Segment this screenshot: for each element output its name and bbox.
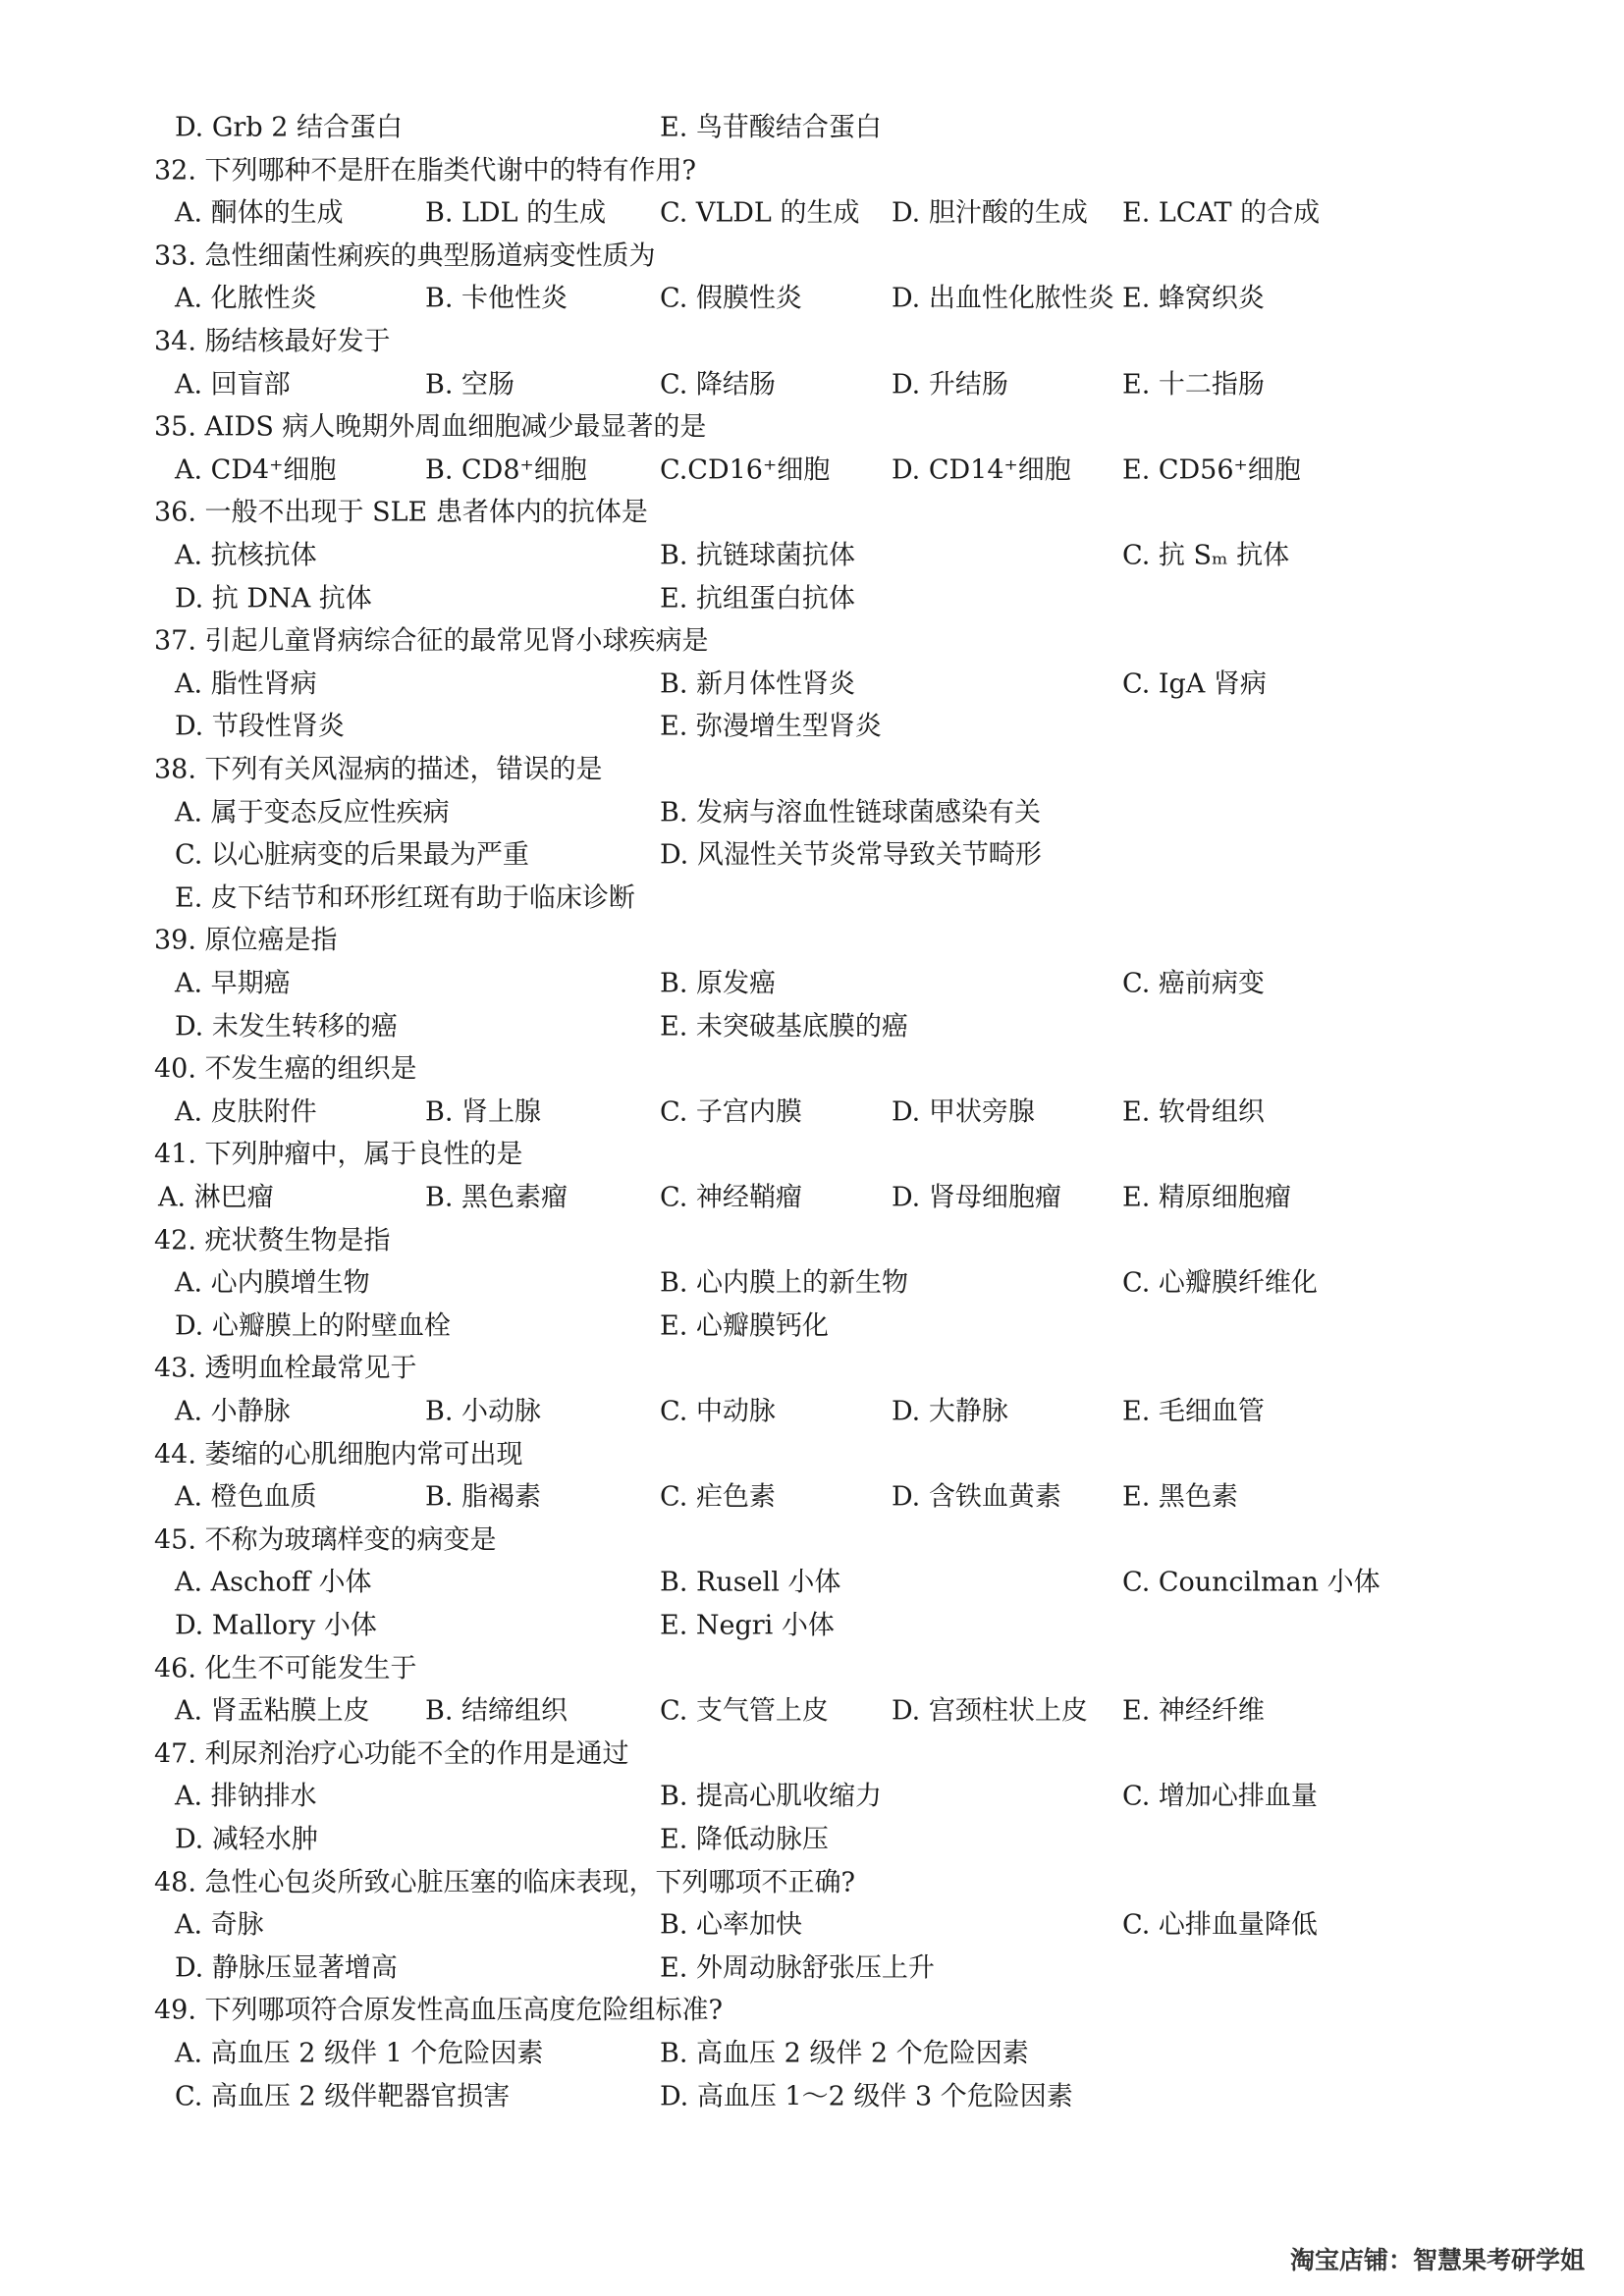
option-text: D. Mallory 小体 [175, 1610, 377, 1641]
question-line [0, 1047, 1624, 1091]
option-text: B. 新月体性肾炎 [660, 668, 856, 700]
option-text: C. 支气管上皮 [660, 1695, 829, 1727]
question-text: 37. 引起儿童肾病综合征的最常见肾小球疾病是 [154, 625, 709, 657]
options-line [0, 877, 1624, 920]
option-text: B. CD8⁺细胞 [425, 454, 587, 486]
option-text: D. 减轻水肿 [175, 1824, 318, 1855]
options-line [0, 1776, 1624, 1819]
option-text: B. 黑色素瘤 [425, 1182, 568, 1213]
option-text: E. 黑色素 [1122, 1481, 1238, 1513]
option-text: B. 空肠 [425, 369, 515, 400]
question-line [0, 920, 1624, 963]
question-line [0, 619, 1624, 663]
option-text: E. 外周动脉舒张压上升 [660, 1952, 935, 1984]
options-line [0, 1689, 1624, 1733]
option-text: D. Grb 2 结合蛋白 [175, 112, 403, 143]
option-text: D. 出血性化脓性炎 [892, 283, 1114, 314]
option-text: E. 弥漫增生型肾炎 [660, 711, 882, 742]
options-line [0, 1604, 1624, 1647]
option-text: A. 奇脉 [175, 1909, 264, 1941]
option-text: D. 未发生转移的癌 [175, 1011, 398, 1042]
question-text: 44. 萎缩的心肌细胞内常可出现 [154, 1439, 523, 1470]
option-text: E. LCAT 的合成 [1122, 197, 1321, 229]
option-text: E. 心瓣膜钙化 [660, 1310, 829, 1342]
option-text: E. Negri 小体 [660, 1610, 835, 1641]
options-line [0, 962, 1624, 1005]
question-line [0, 1733, 1624, 1776]
question-text: 33. 急性细菌性痢疾的典型肠道病变性质为 [154, 240, 656, 272]
question-text: 43. 透明血栓最常见于 [154, 1353, 417, 1384]
options-line [0, 791, 1624, 834]
options-line [0, 1261, 1624, 1305]
options-line [0, 577, 1624, 620]
option-text: C. 癌前病变 [1122, 968, 1265, 999]
option-text: D. 胆汁酸的生成 [892, 197, 1088, 229]
question-line [0, 1861, 1624, 1904]
options-line [0, 534, 1624, 577]
question-text: 46. 化生不可能发生于 [154, 1653, 417, 1684]
option-text: A. 皮肤附件 [175, 1096, 317, 1128]
option-text: A. 脂性肾病 [175, 668, 317, 700]
option-text: D. 静脉压显著增高 [175, 1952, 398, 1984]
option-text: C. 抗 Sₘ 抗体 [1122, 540, 1290, 571]
option-text: C. 增加心排血量 [1122, 1781, 1318, 1812]
option-text: E. 精原细胞瘤 [1122, 1182, 1291, 1213]
question-line [0, 320, 1624, 363]
option-text: E. 鸟苷酸结合蛋白 [660, 112, 882, 143]
option-text: B. 高血压 2 级伴 2 个危险因素 [660, 2038, 1029, 2069]
option-text: C. VLDL 的生成 [660, 197, 860, 229]
option-text: A. 酮体的生成 [175, 197, 344, 229]
question-line [0, 1647, 1624, 1690]
options-line [0, 2032, 1624, 2075]
option-text: A. 抗核抗体 [175, 540, 317, 571]
question-text: 45. 不称为玻璃样变的病变是 [154, 1524, 497, 1556]
option-text: A. 早期癌 [175, 968, 291, 999]
option-text: E. 软骨组织 [1122, 1096, 1265, 1128]
question-text: 48. 急性心包炎所致心脏压塞的临床表现，下列哪项不正确? [154, 1867, 855, 1898]
option-text: D. 肾母细胞瘤 [892, 1182, 1061, 1213]
options-line [0, 278, 1624, 321]
option-text: D. 抗 DNA 抗体 [175, 583, 372, 614]
option-text: E. CD56⁺细胞 [1122, 454, 1301, 486]
option-text: E. 毛细血管 [1122, 1396, 1265, 1427]
option-text: E. 神经纤维 [1122, 1695, 1265, 1727]
question-text: 40. 不发生癌的组织是 [154, 1053, 417, 1085]
option-text: A. 属于变态反应性疾病 [175, 797, 450, 828]
option-text: C.CD16⁺细胞 [660, 454, 831, 486]
question-text: 41. 下列肿瘤中，属于良性的是 [154, 1139, 523, 1170]
option-text: A. CD4⁺细胞 [175, 454, 337, 486]
option-text: B. 发病与溶血性链球菌感染有关 [660, 797, 1042, 828]
option-text: C. Councilman 小体 [1122, 1567, 1380, 1598]
option-text: E. 抗组蛋白抗体 [660, 583, 855, 614]
option-text: D. 节段性肾炎 [175, 711, 345, 742]
option-text: D. 心瓣膜上的附壁血栓 [175, 1310, 451, 1342]
question-line [0, 149, 1624, 192]
question-text: 32. 下列哪种不是肝在脂类代谢中的特有作用? [154, 155, 696, 187]
options-line [0, 1176, 1624, 1219]
option-text: E. 蜂窝织炎 [1122, 283, 1265, 314]
question-text: 36. 一般不出现于 SLE 患者体内的抗体是 [154, 497, 648, 528]
option-text: B. 肾上腺 [425, 1096, 542, 1128]
option-text: D. 大静脉 [892, 1396, 1008, 1427]
option-text: D. CD14⁺细胞 [892, 454, 1071, 486]
option-text: B. 提高心肌收缩力 [660, 1781, 883, 1812]
question-line [0, 492, 1624, 535]
question-text: 38. 下列有关风湿病的描述，错误的是 [154, 754, 603, 785]
option-text: B. 心内膜上的新生物 [660, 1267, 909, 1299]
option-text: A. 排钠排水 [175, 1781, 317, 1812]
options-line [0, 191, 1624, 235]
options-line [0, 1305, 1624, 1348]
options-line [0, 449, 1624, 492]
question-line [0, 1348, 1624, 1391]
option-text: C. 心瓣膜纤维化 [1122, 1267, 1318, 1299]
option-text: A. Aschoff 小体 [175, 1567, 372, 1598]
options-line [0, 1947, 1624, 1990]
question-line [0, 1134, 1624, 1177]
options-line [0, 106, 1624, 149]
options-line [0, 2075, 1624, 2118]
option-text: E. 降低动脉压 [660, 1824, 829, 1855]
option-text: B. 原发癌 [660, 968, 777, 999]
option-text: B. 脂褐素 [425, 1481, 542, 1513]
option-text: D. 升结肠 [892, 369, 1008, 400]
options-line [0, 1475, 1624, 1519]
option-text: B. Rusell 小体 [660, 1567, 841, 1598]
options-line [0, 363, 1624, 406]
options-line [0, 663, 1624, 706]
question-text: 39. 原位癌是指 [154, 925, 338, 956]
option-text: C. 疟色素 [660, 1481, 776, 1513]
option-text: B. 心率加快 [660, 1909, 803, 1941]
option-text: A. 心内膜增生物 [175, 1267, 370, 1299]
option-text: C. 以心脏病变的后果最为严重 [175, 839, 529, 871]
question-text: 49. 下列哪项符合原发性高血压高度危险组标准? [154, 1995, 723, 2026]
option-text: E. 十二指肠 [1122, 369, 1265, 400]
option-text: A. 小静脉 [175, 1396, 291, 1427]
option-text: C. 神经鞘瘤 [660, 1182, 802, 1213]
question-line [0, 1433, 1624, 1476]
option-text: A. 橙色血质 [175, 1481, 317, 1513]
options-line [0, 706, 1624, 749]
option-text: C. 假膜性炎 [660, 283, 802, 314]
option-text: B. 卡他性炎 [425, 283, 568, 314]
options-line [0, 1818, 1624, 1861]
option-text: E. 皮下结节和环形红斑有助于临床诊断 [175, 882, 635, 914]
options-line [0, 1903, 1624, 1947]
option-text: B. 结缔组织 [425, 1695, 568, 1727]
option-text: C. IgA 肾病 [1122, 668, 1267, 700]
option-text: C. 高血压 2 级伴靶器官损害 [175, 2081, 511, 2112]
option-text: C. 降结肠 [660, 369, 776, 400]
option-text: A. 回盲部 [175, 369, 291, 400]
option-text: D. 含铁血黄素 [892, 1481, 1061, 1513]
question-line [0, 405, 1624, 449]
shop-watermark: 淘宝店铺：智慧果考研学姐 [1289, 2246, 1585, 2274]
option-text: E. 未突破基底膜的癌 [660, 1011, 908, 1042]
option-text: B. LDL 的生成 [425, 197, 607, 229]
question-text: 34. 肠结核最好发于 [154, 326, 391, 357]
options-line [0, 1091, 1624, 1134]
option-text: A. 化脓性炎 [175, 283, 317, 314]
option-text: B. 抗链球菌抗体 [660, 540, 856, 571]
option-text: C. 中动脉 [660, 1396, 776, 1427]
option-text: D. 宫颈柱状上皮 [892, 1695, 1088, 1727]
question-text: 47. 利尿剂治疗心功能不全的作用是通过 [154, 1738, 629, 1770]
question-line [0, 1990, 1624, 2033]
option-text: D. 甲状旁腺 [892, 1096, 1035, 1128]
option-text: D. 风湿性关节炎常导致关节畸形 [660, 839, 1042, 871]
option-text: A. 肾盂粘膜上皮 [175, 1695, 370, 1727]
question-text: 42. 疣状赘生物是指 [154, 1225, 391, 1256]
question-line [0, 748, 1624, 791]
option-text: D. 高血压 1～2 级伴 3 个危险因素 [660, 2081, 1073, 2112]
options-line [0, 833, 1624, 877]
question-line [0, 235, 1624, 278]
option-text: C. 子宫内膜 [660, 1096, 802, 1128]
question-text: 35. AIDS 病人晚期外周血细胞减少最显著的是 [154, 411, 707, 443]
option-text: C. 心排血量降低 [1122, 1909, 1318, 1941]
options-line [0, 1562, 1624, 1605]
option-text: A. 高血压 2 级伴 1 个危险因素 [175, 2038, 544, 2069]
options-line [0, 1390, 1624, 1433]
question-line [0, 1219, 1624, 1262]
option-text: A. 淋巴瘤 [158, 1182, 274, 1213]
question-line [0, 1519, 1624, 1562]
option-text: B. 小动脉 [425, 1396, 542, 1427]
options-line [0, 1005, 1624, 1048]
